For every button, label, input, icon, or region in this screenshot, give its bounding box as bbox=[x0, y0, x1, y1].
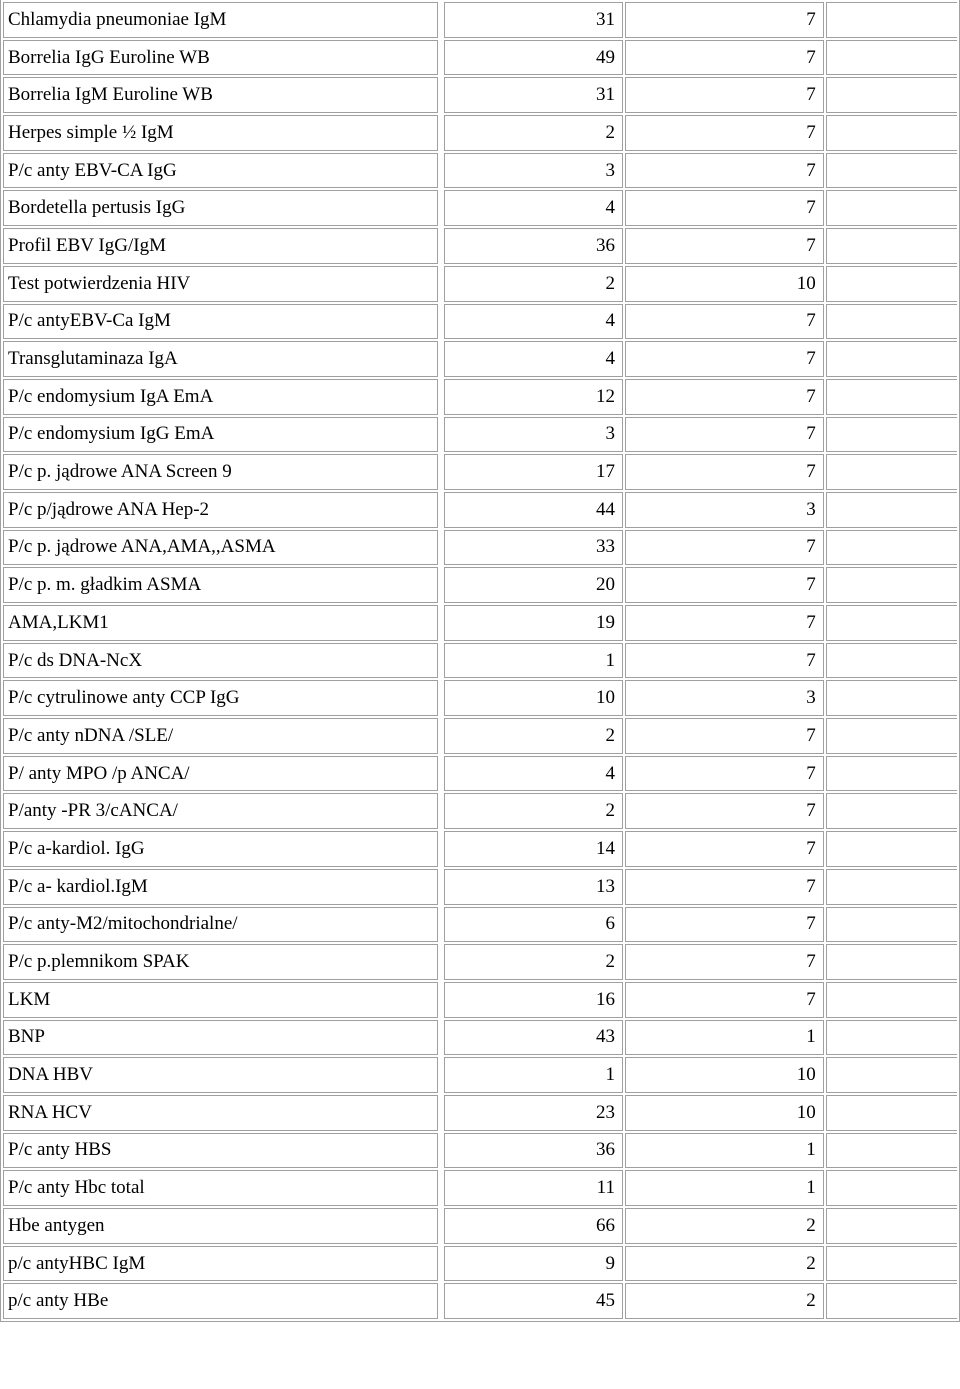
test-name-cell: P/anty -PR 3/cANCA/ bbox=[3, 793, 438, 829]
count-cell: 4 bbox=[444, 190, 623, 226]
count-cell: 6 bbox=[444, 907, 623, 943]
days-cell: 7 bbox=[625, 304, 824, 340]
test-name-cell: Herpes simple ½ IgM bbox=[3, 115, 438, 151]
column-gap bbox=[440, 454, 442, 490]
count-cell: 3 bbox=[444, 417, 623, 453]
table-row bbox=[3, 869, 957, 905]
count-cell: 44 bbox=[444, 492, 623, 528]
empty-cell bbox=[826, 492, 957, 528]
empty-cell bbox=[826, 718, 957, 754]
empty-cell bbox=[826, 341, 957, 377]
table-row bbox=[3, 1170, 957, 1206]
count-cell: 20 bbox=[444, 567, 623, 603]
days-cell: 7 bbox=[625, 793, 824, 829]
empty-cell bbox=[826, 153, 957, 189]
table-row bbox=[3, 77, 957, 113]
table-row bbox=[3, 1057, 957, 1093]
test-name-cell: RNA HCV bbox=[3, 1095, 438, 1131]
column-gap bbox=[440, 1057, 442, 1093]
column-gap bbox=[440, 1283, 442, 1319]
test-name-cell: Borrelia IgG Euroline WB bbox=[3, 40, 438, 76]
empty-cell bbox=[826, 417, 957, 453]
table-row bbox=[3, 831, 957, 867]
days-cell: 2 bbox=[625, 1208, 824, 1244]
empty-cell bbox=[826, 115, 957, 151]
days-cell: 7 bbox=[625, 77, 824, 113]
days-cell: 7 bbox=[625, 2, 824, 38]
test-name-cell: P/c anty nDNA /SLE/ bbox=[3, 718, 438, 754]
table-body bbox=[3, 2, 957, 1319]
count-cell: 36 bbox=[444, 228, 623, 264]
empty-cell bbox=[826, 831, 957, 867]
count-cell: 16 bbox=[444, 982, 623, 1018]
days-cell: 7 bbox=[625, 153, 824, 189]
table-row bbox=[3, 756, 957, 792]
column-gap bbox=[440, 907, 442, 943]
table-row bbox=[3, 1246, 957, 1282]
count-cell: 9 bbox=[444, 1246, 623, 1282]
table-row bbox=[3, 605, 957, 641]
days-cell: 1 bbox=[625, 1133, 824, 1169]
days-cell: 10 bbox=[625, 1095, 824, 1131]
column-gap bbox=[440, 266, 442, 302]
days-cell: 7 bbox=[625, 869, 824, 905]
empty-cell bbox=[826, 869, 957, 905]
days-cell: 7 bbox=[625, 115, 824, 151]
test-name-cell: Hbe antygen bbox=[3, 1208, 438, 1244]
empty-cell bbox=[826, 190, 957, 226]
count-cell: 36 bbox=[444, 1133, 623, 1169]
table-row bbox=[3, 907, 957, 943]
count-cell: 31 bbox=[444, 77, 623, 113]
count-cell: 11 bbox=[444, 1170, 623, 1206]
empty-cell bbox=[826, 40, 957, 76]
test-name-cell: P/c ds DNA-NcX bbox=[3, 643, 438, 679]
table-row bbox=[3, 1133, 957, 1169]
count-cell: 4 bbox=[444, 756, 623, 792]
count-cell: 10 bbox=[444, 680, 623, 716]
column-gap bbox=[440, 869, 442, 905]
days-cell: 10 bbox=[625, 266, 824, 302]
count-cell: 23 bbox=[444, 1095, 623, 1131]
table-row bbox=[3, 190, 957, 226]
test-name-cell: Chlamydia pneumoniae IgM bbox=[3, 2, 438, 38]
empty-cell bbox=[826, 1020, 957, 1056]
days-cell: 7 bbox=[625, 567, 824, 603]
empty-cell bbox=[826, 982, 957, 1018]
empty-cell bbox=[826, 643, 957, 679]
test-name-cell: P/c antyEBV-Ca IgM bbox=[3, 304, 438, 340]
empty-cell bbox=[826, 379, 957, 415]
test-name-cell: P/c p/jądrowe ANA Hep-2 bbox=[3, 492, 438, 528]
column-gap bbox=[440, 1246, 442, 1282]
column-gap bbox=[440, 417, 442, 453]
column-gap bbox=[440, 379, 442, 415]
table-row bbox=[3, 1208, 957, 1244]
column-gap bbox=[440, 567, 442, 603]
empty-cell bbox=[826, 1170, 957, 1206]
count-cell: 33 bbox=[444, 530, 623, 566]
days-cell: 1 bbox=[625, 1170, 824, 1206]
empty-cell bbox=[826, 1095, 957, 1131]
count-cell: 31 bbox=[444, 2, 623, 38]
count-cell: 1 bbox=[444, 1057, 623, 1093]
count-cell: 2 bbox=[444, 266, 623, 302]
count-cell: 2 bbox=[444, 944, 623, 980]
empty-cell bbox=[826, 756, 957, 792]
column-gap bbox=[440, 643, 442, 679]
test-name-cell: P/c a- kardiol.IgM bbox=[3, 869, 438, 905]
count-cell: 17 bbox=[444, 454, 623, 490]
column-gap bbox=[440, 77, 442, 113]
test-name-cell: P/c p. m. gładkim ASMA bbox=[3, 567, 438, 603]
column-gap bbox=[440, 153, 442, 189]
table-row bbox=[3, 266, 957, 302]
column-gap bbox=[440, 1133, 442, 1169]
days-cell: 7 bbox=[625, 417, 824, 453]
column-gap bbox=[440, 228, 442, 264]
days-cell: 7 bbox=[625, 190, 824, 226]
test-name-cell: P/c anty HBS bbox=[3, 1133, 438, 1169]
empty-cell bbox=[826, 266, 957, 302]
table-row bbox=[3, 1095, 957, 1131]
column-gap bbox=[440, 793, 442, 829]
days-cell: 10 bbox=[625, 1057, 824, 1093]
count-cell: 43 bbox=[444, 1020, 623, 1056]
count-cell: 19 bbox=[444, 605, 623, 641]
column-gap bbox=[440, 1020, 442, 1056]
table-row bbox=[3, 944, 957, 980]
column-gap bbox=[440, 605, 442, 641]
empty-cell bbox=[826, 1057, 957, 1093]
count-cell: 3 bbox=[444, 153, 623, 189]
table-row bbox=[3, 1283, 957, 1319]
test-name-cell: P/c anty-M2/mitochondrialne/ bbox=[3, 907, 438, 943]
days-cell: 7 bbox=[625, 756, 824, 792]
column-gap bbox=[440, 2, 442, 38]
test-name-cell: P/c a-kardiol. IgG bbox=[3, 831, 438, 867]
test-name-cell: P/c p. jądrowe ANA,AMA,,ASMA bbox=[3, 530, 438, 566]
empty-cell bbox=[826, 530, 957, 566]
test-name-cell: BNP bbox=[3, 1020, 438, 1056]
days-cell: 7 bbox=[625, 454, 824, 490]
empty-cell bbox=[826, 907, 957, 943]
column-gap bbox=[440, 680, 442, 716]
column-gap bbox=[440, 944, 442, 980]
count-cell: 49 bbox=[444, 40, 623, 76]
empty-cell bbox=[826, 605, 957, 641]
days-cell: 3 bbox=[625, 492, 824, 528]
days-cell: 2 bbox=[625, 1246, 824, 1282]
empty-cell bbox=[826, 944, 957, 980]
empty-cell bbox=[826, 1133, 957, 1169]
count-cell: 1 bbox=[444, 643, 623, 679]
test-name-cell: Transglutaminaza IgA bbox=[3, 341, 438, 377]
days-cell: 3 bbox=[625, 680, 824, 716]
table-row bbox=[3, 982, 957, 1018]
column-gap bbox=[440, 40, 442, 76]
count-cell: 4 bbox=[444, 341, 623, 377]
test-name-cell: LKM bbox=[3, 982, 438, 1018]
column-gap bbox=[440, 115, 442, 151]
table-row bbox=[3, 417, 957, 453]
test-name-cell: Bordetella pertusis IgG bbox=[3, 190, 438, 226]
column-gap bbox=[440, 718, 442, 754]
count-cell: 2 bbox=[444, 793, 623, 829]
table-row bbox=[3, 153, 957, 189]
test-name-cell: P/c anty Hbc total bbox=[3, 1170, 438, 1206]
table-row bbox=[3, 643, 957, 679]
table-row bbox=[3, 680, 957, 716]
table-row bbox=[3, 567, 957, 603]
test-name-cell: AMA,LKM1 bbox=[3, 605, 438, 641]
table-row bbox=[3, 228, 957, 264]
table-row bbox=[3, 530, 957, 566]
days-cell: 7 bbox=[625, 718, 824, 754]
table-row bbox=[3, 492, 957, 528]
table-row bbox=[3, 454, 957, 490]
days-cell: 7 bbox=[625, 831, 824, 867]
empty-cell bbox=[826, 454, 957, 490]
days-cell: 7 bbox=[625, 643, 824, 679]
column-gap bbox=[440, 341, 442, 377]
days-cell: 7 bbox=[625, 605, 824, 641]
empty-cell bbox=[826, 1246, 957, 1282]
test-name-cell: Test potwierdzenia HIV bbox=[3, 266, 438, 302]
column-gap bbox=[440, 756, 442, 792]
table-row bbox=[3, 2, 957, 38]
column-gap bbox=[440, 304, 442, 340]
test-name-cell: P/c p.plemnikom SPAK bbox=[3, 944, 438, 980]
table-row bbox=[3, 304, 957, 340]
table-row bbox=[3, 793, 957, 829]
count-cell: 66 bbox=[444, 1208, 623, 1244]
count-cell: 4 bbox=[444, 304, 623, 340]
count-cell: 14 bbox=[444, 831, 623, 867]
table-row bbox=[3, 40, 957, 76]
column-gap bbox=[440, 982, 442, 1018]
empty-cell bbox=[826, 1208, 957, 1244]
count-cell: 2 bbox=[444, 718, 623, 754]
empty-cell bbox=[826, 228, 957, 264]
column-gap bbox=[440, 831, 442, 867]
table-row bbox=[3, 718, 957, 754]
days-cell: 7 bbox=[625, 341, 824, 377]
test-name-cell: P/c endomysium IgG EmA bbox=[3, 417, 438, 453]
days-cell: 7 bbox=[625, 982, 824, 1018]
column-gap bbox=[440, 190, 442, 226]
empty-cell bbox=[826, 793, 957, 829]
column-gap bbox=[440, 1170, 442, 1206]
empty-cell bbox=[826, 1283, 957, 1319]
empty-cell bbox=[826, 567, 957, 603]
days-cell: 7 bbox=[625, 40, 824, 76]
empty-cell bbox=[826, 680, 957, 716]
days-cell: 1 bbox=[625, 1020, 824, 1056]
column-gap bbox=[440, 530, 442, 566]
table-row bbox=[3, 341, 957, 377]
test-name-cell: p/c antyHBC IgM bbox=[3, 1246, 438, 1282]
test-name-cell: P/c anty EBV-CA IgG bbox=[3, 153, 438, 189]
empty-cell bbox=[826, 2, 957, 38]
test-name-cell: DNA HBV bbox=[3, 1057, 438, 1093]
column-gap bbox=[440, 1208, 442, 1244]
days-cell: 7 bbox=[625, 228, 824, 264]
table-row bbox=[3, 115, 957, 151]
count-cell: 12 bbox=[444, 379, 623, 415]
days-cell: 7 bbox=[625, 530, 824, 566]
empty-cell bbox=[826, 77, 957, 113]
days-cell: 7 bbox=[625, 379, 824, 415]
days-cell: 2 bbox=[625, 1283, 824, 1319]
test-name-cell: Profil EBV IgG/IgM bbox=[3, 228, 438, 264]
test-name-cell: P/c p. jądrowe ANA Screen 9 bbox=[3, 454, 438, 490]
column-gap bbox=[440, 1095, 442, 1131]
test-name-cell: Borrelia IgM Euroline WB bbox=[3, 77, 438, 113]
column-gap bbox=[440, 492, 442, 528]
days-cell: 7 bbox=[625, 944, 824, 980]
test-name-cell: P/ anty MPO /p ANCA/ bbox=[3, 756, 438, 792]
days-cell: 7 bbox=[625, 907, 824, 943]
count-cell: 45 bbox=[444, 1283, 623, 1319]
test-name-cell: P/c cytrulinowe anty CCP IgG bbox=[3, 680, 438, 716]
table-row bbox=[3, 1020, 957, 1056]
test-name-cell: P/c endomysium IgA EmA bbox=[3, 379, 438, 415]
test-name-cell: p/c anty HBe bbox=[3, 1283, 438, 1319]
count-cell: 2 bbox=[444, 115, 623, 151]
count-cell: 13 bbox=[444, 869, 623, 905]
table-row bbox=[3, 379, 957, 415]
empty-cell bbox=[826, 304, 957, 340]
